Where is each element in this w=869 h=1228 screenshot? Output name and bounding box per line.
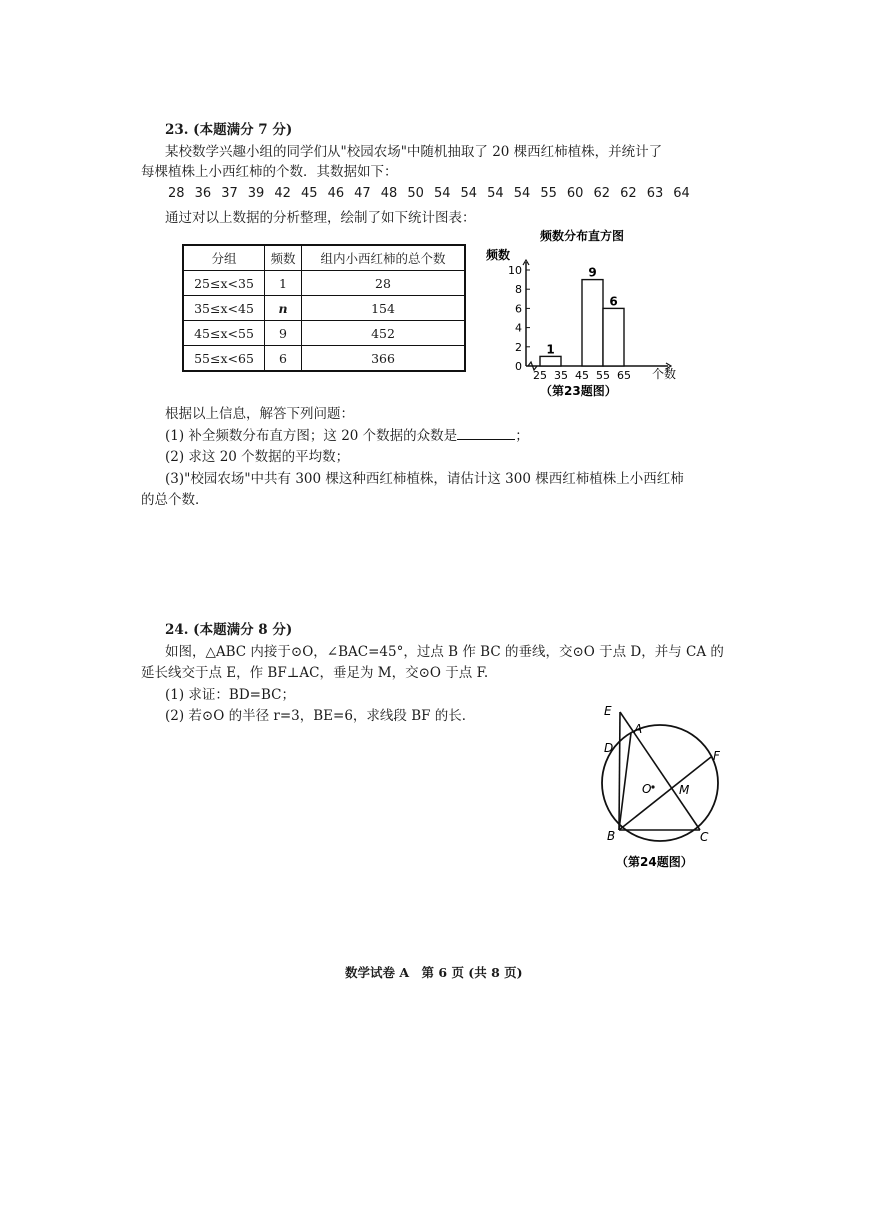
x-tick-label: 25 — [533, 369, 547, 382]
q23-part3-line2: 的总个数． — [141, 492, 209, 508]
histogram-bar — [603, 308, 624, 366]
page-footer: 数学试卷 A 第 6 页 (共 8 页) — [345, 965, 523, 980]
frequency-histogram — [480, 222, 700, 402]
label-d: D — [604, 741, 614, 755]
label-o: O — [642, 782, 652, 796]
table-cell: n — [265, 296, 302, 321]
y-tick-label: 8 — [515, 283, 522, 297]
table-header: 组内小西红柿的总个数 — [302, 245, 466, 271]
chart-ylabel: 频数 — [486, 248, 511, 262]
table-cell: 6 — [265, 346, 302, 372]
table-cell: 9 — [265, 321, 302, 346]
table-cell: 154 — [302, 296, 466, 321]
data-value: 63 — [646, 186, 664, 201]
table-row — [183, 346, 465, 372]
line-eb — [619, 712, 620, 830]
q24-heading: 24. (本题满分 8 分) — [165, 622, 293, 638]
q23-heading: 23. (本题满分 7 分) — [165, 122, 293, 138]
chart-title: 频数分布直方图 — [540, 229, 625, 243]
q23-part3-line1: (3)"校园农场"中共有 300 棵这种西红柿植株，请估计这 300 棵西红柿植株上小西红柿 — [165, 471, 684, 487]
q24-geometry-figure — [590, 700, 730, 875]
q24-part2: (2) 若⊙O 的半径 r=3，BE=6，求线段 BF 的长． — [165, 708, 476, 724]
histogram-bar — [582, 280, 603, 366]
data-value: 39 — [247, 186, 265, 201]
data-value: 64 — [673, 186, 690, 201]
data-value: 62 — [620, 186, 637, 201]
table-header: 频数 — [265, 245, 302, 271]
data-value: 62 — [593, 186, 611, 201]
x-tick-label: 45 — [575, 369, 589, 382]
bar-value-label: 9 — [588, 265, 597, 280]
data-value: 45 — [300, 186, 318, 201]
q23-data-values — [168, 186, 700, 201]
data-value: 54 — [487, 186, 504, 201]
data-value: 37 — [221, 186, 238, 201]
table-cell: 35≤x<45 — [183, 296, 265, 321]
label-b: B — [607, 829, 616, 843]
label-f: F — [713, 749, 720, 763]
data-value: 36 — [194, 186, 212, 201]
table-cell: 55≤x<65 — [183, 346, 265, 372]
data-value: 48 — [380, 186, 398, 201]
q23-intro-line2: 每棵植株上小西红柿的个数．其数据如下： — [141, 164, 398, 180]
table-row — [183, 271, 465, 296]
data-value: 54 — [433, 186, 451, 201]
data-value: 54 — [460, 186, 478, 201]
histogram-bar — [540, 356, 561, 366]
figure-caption: （第24题图） — [616, 855, 693, 869]
table-row — [183, 296, 465, 321]
line-ab — [619, 733, 631, 830]
line-ec — [620, 712, 700, 830]
data-value: 47 — [354, 186, 371, 201]
q23-intro-line3: 通过对以上数据的分析整理，绘制了如下统计图表： — [165, 210, 476, 226]
table-cell: 25≤x<35 — [183, 271, 265, 296]
x-tick-label: 35 — [554, 369, 568, 382]
table-header-row — [183, 245, 465, 271]
x-tick-label: 65 — [617, 369, 631, 382]
table-cell: 452 — [302, 321, 466, 346]
q23-part1-end: ； — [515, 428, 529, 444]
answer-blank — [457, 427, 515, 440]
label-a: A — [634, 722, 643, 736]
label-e: E — [604, 704, 612, 718]
data-value: 55 — [540, 186, 557, 201]
label-m: M — [679, 783, 690, 797]
data-value: 46 — [327, 186, 345, 201]
chart-xlabel: 个数 — [652, 367, 677, 381]
q23-questions-intro: 根据以上信息，解答下列问题： — [165, 406, 354, 422]
data-value: 42 — [274, 186, 291, 201]
bar-value-label: 6 — [609, 294, 618, 309]
center-dot — [651, 785, 654, 788]
q23-part1-text: (1) 补全频数分布直方图；这 20 个数据的众数是 — [165, 428, 458, 444]
q24-line2: 延长线交于点 E，作 BF⊥AC，垂足为 M，交⊙O 于点 F. — [141, 665, 489, 681]
table-row — [183, 321, 465, 346]
table-cell: 28 — [302, 271, 466, 296]
q24-part1: (1) 求证：BD=BC； — [165, 687, 295, 703]
y-tick-label: 0 — [515, 360, 522, 373]
y-tick-label: 2 — [515, 340, 522, 354]
q23-intro-line1: 某校数学兴趣小组的同学们从"校园农场"中随机抽取了 20 棵西红柿植株，并统计了 — [165, 144, 663, 160]
table-header: 分组 — [183, 245, 265, 271]
y-tick-label: 4 — [515, 321, 522, 335]
data-value: 54 — [513, 186, 531, 201]
q23-part1 — [165, 427, 529, 445]
q23-part2: (2) 求这 20 个数据的平均数； — [165, 449, 350, 465]
y-tick-label: 10 — [508, 264, 522, 277]
table-cell: 45≤x<55 — [183, 321, 265, 346]
bar-value-label: 1 — [546, 342, 555, 357]
table-cell: 366 — [302, 346, 466, 372]
q24-line1: 如图，△ABC 内接于⊙O，∠BAC=45°，过点 B 作 BC 的垂线，交⊙O 于点 D，并与 CA 的 — [165, 644, 724, 660]
label-c: C — [700, 830, 709, 844]
line-bf — [619, 757, 711, 830]
data-value: 50 — [407, 186, 424, 201]
data-value: 60 — [566, 186, 584, 201]
chart-caption: （第23题图） — [540, 384, 617, 398]
frequency-table — [182, 244, 466, 372]
table-cell: 1 — [265, 271, 302, 296]
x-tick-label: 55 — [596, 369, 610, 382]
y-tick-label: 6 — [515, 302, 522, 316]
data-value: 28 — [168, 186, 185, 201]
